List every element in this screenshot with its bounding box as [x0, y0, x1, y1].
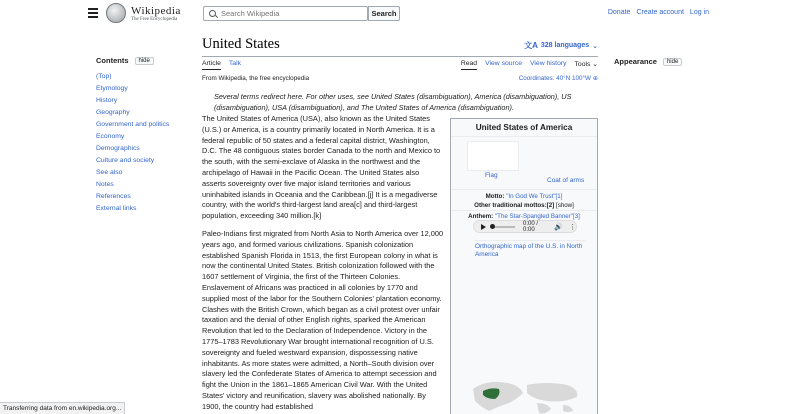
toc-header [96, 56, 176, 65]
appearance-panel [614, 57, 682, 66]
page-title: United States [202, 36, 280, 52]
tab-article[interactable]: Article [202, 60, 221, 70]
toc-item-references[interactable]: References [96, 193, 131, 200]
map-caption[interactable]: Orthographic map of the U.S. in North America [475, 240, 585, 259]
toc-item-culture[interactable]: Culture and society [96, 157, 155, 164]
search-button[interactable]: Search [368, 6, 400, 21]
table-of-contents [96, 56, 176, 215]
coordinates-link[interactable] [519, 75, 598, 82]
toc-hide-button[interactable]: hide [135, 57, 154, 65]
lead-paragraph-2: Paleo-Indians first migrated from North Asia to North America over 12,000 years ago, and formed various civilizations. Spanish colonization established Spanish Florida in 1513, the first European colony in what is now the continental United States. British colonization followed with the 1607 settlement of Virginia, the first of the Thirteen Colonies. Enslavement of Africans was practiced in all colonies by 1770 and supplied most of the labor for the Southern Colonies' plantation economy. Clashes with the British Crown, which began as a civil protest over unfair taxation and the denial of other English rights, sparked the American Revolution that led to the Declaration of Independence. Victory in the 1775–1783 Revolutionary War brought international recognition of U.S. sovereignty and fueled westward expansion, dispossessing native inhabitants. As more states were admitted, a North–South division over slavery led the Confederate States of America to attempt secession and fight the Union in the 1861–1865 American Civil War. With the United States' victory and reunification, slavery was abolished nationally. By 1900, the country had established [202, 229, 444, 411]
donate-link[interactable]: Donate [607, 9, 631, 16]
language-button[interactable] [524, 40, 598, 51]
lead-paragraph-1: The United States of America (USA), also known as the United States (U.S.) or America, is a country primarily located in North America. It is a federal republic of 50 states and a federal capital district, Washington, D.C. The 48 contiguous states border Canada to the north and Mexico to the south, with the semi-exclave of Alaska in the northwest and the archipelago of Hawaii in the Pacific Ocean. The United States also asserts sovereignty over five major island territories and various uninhabited islands in Oceania and the Caribbean.[j] It is a megadiverse country, with the world's third-largest land area[c] and third-largest population, exceeding 340 million.[k] [202, 114, 441, 221]
audio-time: 0:00 / 0:00 [523, 220, 539, 233]
more-options-icon[interactable]: ⋮ [569, 223, 576, 231]
tab-view-source[interactable]: View source [485, 60, 522, 67]
infobox-title: United States of America [451, 119, 597, 137]
chevron-down-icon: ⌄ [592, 61, 598, 68]
motto-row [451, 189, 597, 210]
coordinates-text: Coordinates: 40°N 100°W [518, 75, 591, 82]
play-icon[interactable] [481, 224, 486, 230]
toc-item-etymology[interactable]: Etymology [96, 85, 128, 92]
wikipedia-wordmark[interactable] [131, 5, 181, 22]
anthem-row [451, 210, 597, 220]
search-icon [209, 10, 216, 17]
toc-item-demographics[interactable]: Demographics [96, 145, 140, 152]
wordmark-tagline: The Free Encyclopedia [131, 17, 178, 22]
other-mottos-label: Other traditional mottos:[2] [474, 202, 555, 209]
tab-view-history[interactable]: View history [530, 60, 567, 67]
volume-icon[interactable]: 🔊 [554, 223, 563, 231]
anthem-value[interactable]: "The Star-Spangled Banner"[3] [494, 213, 580, 220]
anthem-label: Anthem: [468, 213, 494, 220]
toc-item-history[interactable]: History [96, 97, 118, 104]
toc-item-see-also[interactable]: See also [96, 169, 123, 176]
globe-icon: ⊕ [592, 75, 598, 82]
wordmark-text: Wikipedia [131, 5, 181, 17]
tab-read[interactable]: Read [461, 60, 477, 70]
search-box [203, 6, 368, 21]
coat-of-arms-link[interactable]: Coat of arms [547, 177, 585, 184]
motto-value[interactable]: "In God We Trust"[1] [506, 193, 563, 200]
infobox [450, 118, 598, 414]
language-icon: 文A [524, 41, 538, 50]
motto-label: Motto: [485, 193, 505, 200]
audio-scrubber[interactable] [492, 226, 515, 228]
toc-item-external-links[interactable]: External links [96, 205, 137, 212]
site-sub: From Wikipedia, the free encyclopedia [202, 75, 310, 82]
toc-item-government[interactable]: Government and politics [96, 121, 170, 128]
toc-item-economy[interactable]: Economy [96, 133, 125, 140]
tools-label: Tools [574, 61, 591, 68]
article-main [202, 36, 598, 411]
main-menu-icon[interactable] [88, 8, 98, 17]
browser-status-bar: Transferring data from en.wikipedia.org... [0, 402, 125, 414]
appearance-title: Appearance [614, 57, 657, 66]
page-tabs [202, 57, 598, 73]
toc-title: Contents [96, 56, 129, 65]
toc-item-geography[interactable]: Geography [96, 109, 130, 116]
log-in-link[interactable]: Log in [689, 9, 709, 16]
flag-image[interactable] [467, 141, 519, 171]
appearance-hide-button[interactable]: hide [663, 58, 682, 66]
from-line [202, 75, 598, 87]
hatnote: Several terms redirect here. For other uses, see United States (disambiguation), America (disambiguation), US (disambiguation), USA (disambiguation), and The United States of America (disambiguation). [214, 92, 572, 112]
chevron-down-icon: ⌄ [592, 42, 598, 50]
search-input[interactable] [221, 9, 361, 18]
wikipedia-globe-icon[interactable] [106, 3, 126, 23]
language-count: 328 languages [540, 42, 590, 49]
site-header [0, 0, 800, 28]
tools-menu[interactable] [575, 60, 598, 70]
toc-item-top[interactable]: (Top) [96, 73, 112, 80]
personal-tools [608, 9, 709, 16]
show-mottos-button[interactable]: [show] [555, 202, 574, 209]
orthographic-map[interactable] [467, 377, 585, 414]
flag-link[interactable]: Flag [485, 172, 498, 179]
tab-talk[interactable]: Talk [228, 60, 241, 67]
audio-player [473, 220, 577, 233]
create-account-link[interactable]: Create account [636, 9, 684, 16]
toc-item-notes[interactable]: Notes [96, 181, 114, 188]
